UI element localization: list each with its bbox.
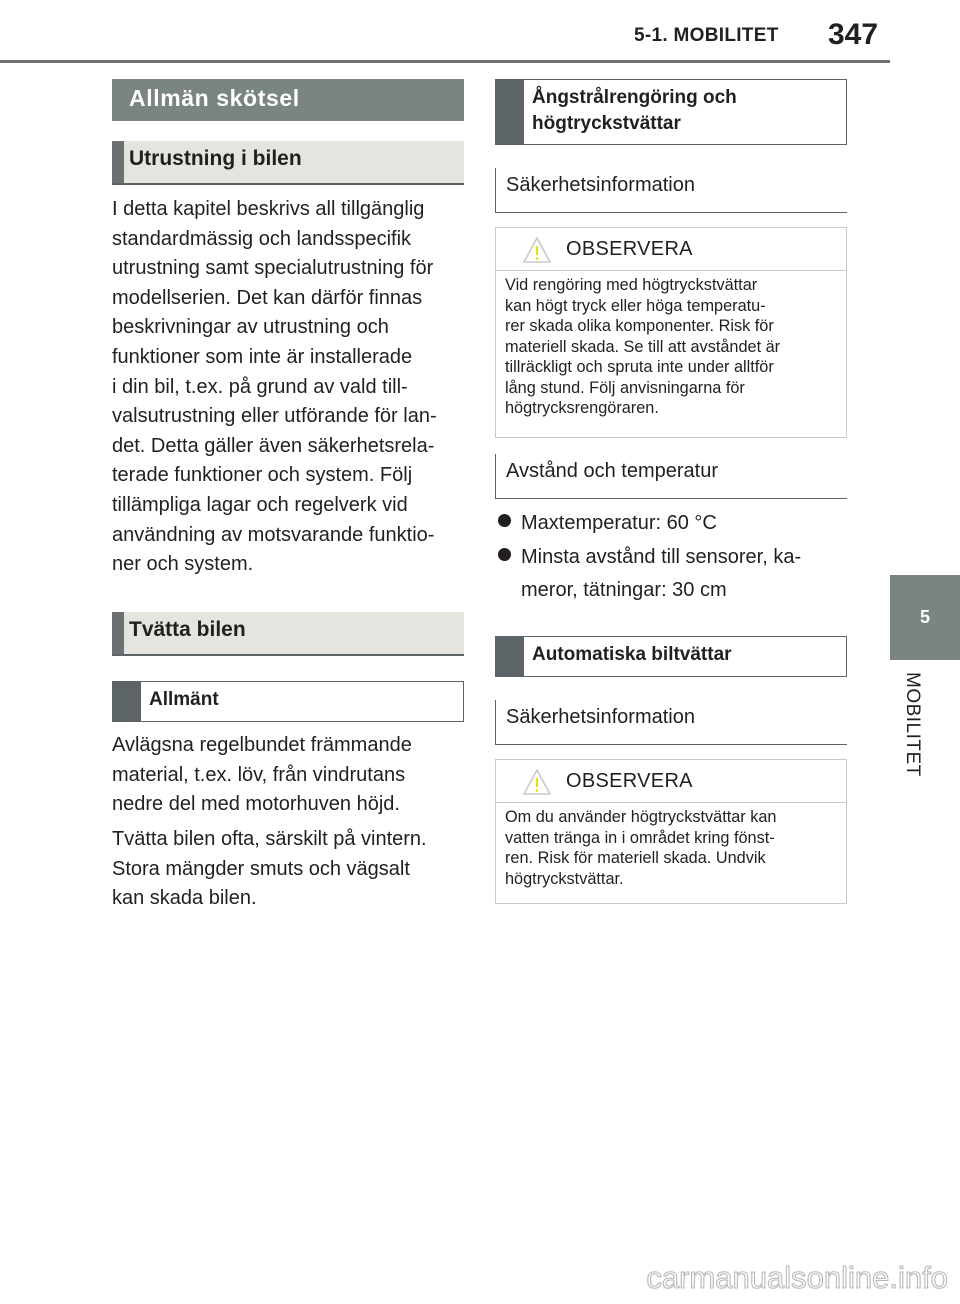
text-line: nedre del med motorhuven höjd.	[112, 793, 400, 816]
text-line: det. Detta gäller även säkerhetsrela-	[112, 434, 435, 457]
watermark-text: carmanualsonline.info	[646, 1260, 948, 1295]
heading-safety-info-1-text: Säkerhetsinformation	[506, 174, 695, 196]
text-line: valsutrustning eller utförande för lan-	[112, 405, 437, 428]
bullet-item	[498, 541, 838, 607]
notice-body	[505, 807, 838, 889]
warning-triangle-icon	[522, 768, 552, 796]
general-paragraph-2	[112, 825, 464, 914]
text-line: beskrivningar av utrustning och	[112, 316, 389, 339]
section-title: 5-1. MOBILITET	[634, 25, 779, 46]
text-line: terade funktioner och system. Följ	[112, 464, 413, 487]
text-line: material, t.ex. löv, från vindrutans	[112, 763, 406, 786]
equipment-paragraph	[112, 195, 464, 580]
text-line: Tvätta bilen ofta, särskilt på vintern.	[112, 828, 427, 850]
text-line: Avlägsna regelbundet främmande	[112, 734, 412, 756]
heading-general-text: Allmänt	[149, 689, 219, 710]
bullet-text	[521, 541, 841, 607]
notice-line: ren. Risk för materiell skada. Undvik	[505, 849, 766, 867]
notice-line: vatten tränga in i området kring fönst-	[505, 828, 775, 847]
text-line: funktioner som inte är installerade	[112, 345, 413, 368]
bullet-icon	[498, 548, 511, 561]
notice-line: högtrycksrengöraren.	[505, 399, 659, 417]
heading-steam-cleaning-text	[532, 85, 737, 137]
bullet-line: Minsta avstånd till sensorer, ka-	[521, 546, 802, 568]
heading-equipment	[112, 141, 464, 185]
heading-bar	[113, 682, 141, 721]
watermark-logo	[560, 1250, 950, 1300]
text-line: standardmässig och landsspecifik	[112, 227, 412, 250]
text-line: tillämpliga lagar och regelverk vid	[112, 493, 408, 516]
heading-bar	[496, 637, 524, 676]
heading-equipment-text: Utrustning i bilen	[129, 147, 302, 170]
heading-automatic-car-wash-text: Automatiska biltvättar	[532, 644, 732, 665]
text-line: I detta kapitel beskrivs all tillgänglig	[112, 198, 425, 220]
text-line: i din bil, t.ex. på grund av vald till-	[112, 375, 408, 398]
notice-line: Om du använder högtryckstvättar kan	[505, 808, 777, 826]
heading-safety-info-2-text: Säkerhetsinformation	[506, 706, 695, 728]
heading-distance-temperature	[495, 454, 847, 499]
text-line: användning av motsvarande funktio-	[112, 523, 435, 546]
heading-steam-cleaning	[495, 79, 847, 145]
text-line: Stora mängder smuts och vägsalt	[112, 857, 410, 880]
notice-title: OBSERVERA	[566, 770, 693, 792]
heading-wash-car	[112, 612, 464, 656]
heading-general	[112, 681, 464, 722]
notice-box-2	[495, 759, 847, 904]
page-number: 347	[828, 18, 879, 51]
text-line: modellserien. Det kan därför finnas	[112, 286, 423, 309]
bullet-line: Maxtemperatur: 60 °C	[521, 512, 717, 534]
heading-bar	[496, 80, 524, 144]
heading-general-care-text: Allmän skötsel	[129, 85, 300, 111]
warning-triangle-icon	[522, 236, 552, 264]
notice-line: kan högt tryck eller höga temperatu-	[505, 296, 766, 315]
notice-title: OBSERVERA	[566, 238, 693, 260]
notice-line: Vid rengöring med högtryckstvättar	[505, 276, 758, 294]
chapter-tab-number[interactable]: 5	[890, 575, 960, 660]
notice-line: tillräckligt och spruta inte under alltför	[505, 358, 774, 376]
bullet-icon	[498, 514, 511, 527]
bullet-text	[521, 507, 841, 540]
notice-line: rer skada olika komponenter. Risk för	[505, 317, 774, 335]
text-line: kan skada bilen.	[112, 887, 257, 910]
notice-line: lång stund. Följ anvisningarna för	[505, 378, 745, 397]
heading-bar	[112, 612, 124, 654]
text-line: ner och system.	[112, 553, 254, 576]
notice-box-1	[495, 227, 847, 438]
heading-automatic-car-wash	[495, 636, 847, 677]
general-paragraph-1	[112, 731, 464, 820]
heading-wash-car-text: Tvätta bilen	[129, 618, 246, 641]
notice-header	[496, 760, 846, 803]
heading-safety-info-1	[495, 168, 847, 213]
chapter-tab-label: MOBILITET	[902, 672, 923, 777]
notice-line: materiell skada. Se till att avståndet är	[505, 337, 781, 356]
heading-distance-temperature-text: Avstånd och temperatur	[506, 460, 718, 482]
heading-general-care	[112, 79, 464, 121]
notice-line: högtryckstvättar.	[505, 869, 624, 888]
heading-bar	[112, 141, 124, 183]
text-line: utrustning samt specialutrustning för	[112, 257, 434, 280]
header-rule	[0, 60, 890, 63]
bullet-item	[498, 507, 838, 540]
heading-line: Ångstrålrengöring och	[532, 87, 737, 108]
notice-header	[496, 228, 846, 271]
heading-safety-info-2	[495, 700, 847, 745]
notice-body	[505, 275, 838, 419]
bullet-line: meror, tätningar: 30 cm	[521, 579, 727, 601]
heading-line: högtryckstvättar	[532, 113, 681, 134]
